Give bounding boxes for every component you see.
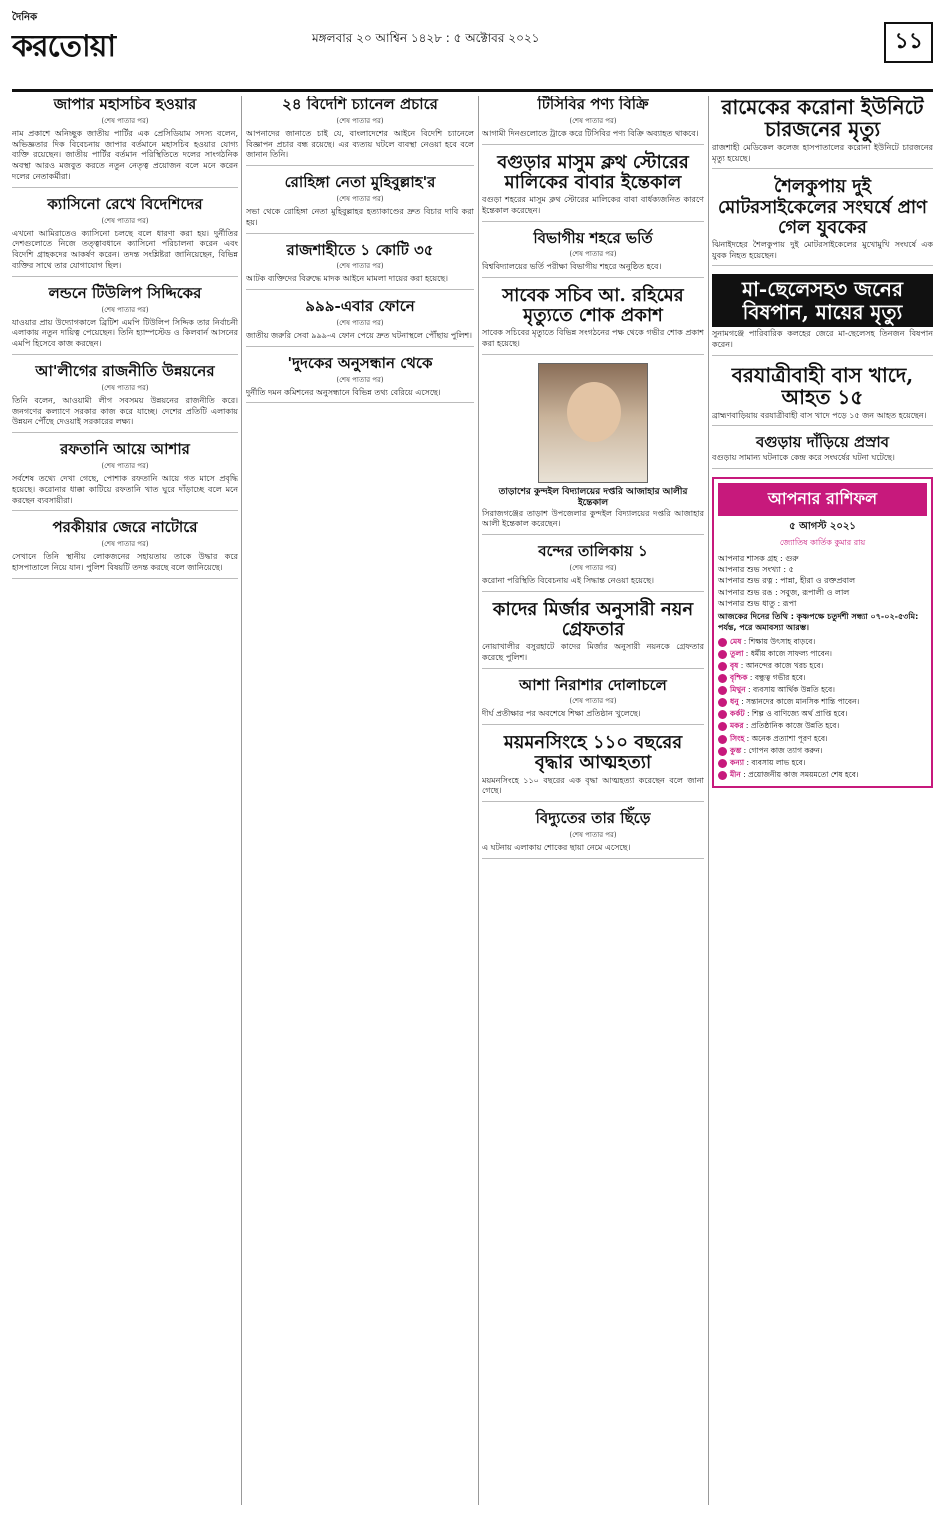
column-1	[12, 96, 238, 1505]
article	[712, 177, 933, 266]
continuation: (শেষ পাতার পর)	[569, 116, 617, 125]
masthead	[12, 6, 933, 92]
body-text: সাবেক সচিবের মৃত্যুতে বিভিন্ন সংগঠনের পক্ষ থেকে গভীর শোক প্রকাশ করা হয়েছে।	[482, 328, 704, 349]
headline: টিসিবির পণ্য বিক্রি	[537, 96, 649, 113]
article	[482, 153, 704, 222]
zodiac-sign-item	[718, 685, 927, 695]
newspaper-logo: করতোয়া	[12, 29, 116, 64]
zodiac-prediction: সন্তানদের কাজে মানসিক শান্তি পাবেন।	[745, 697, 860, 707]
body-text: দুর্নীতি দমন কমিশনের অনুসন্ধানে বিভিন্ন তথ্য বেরিয়ে এসেছে।	[246, 387, 441, 397]
body-text: তিনি বলেন, আওয়ামী লীগ সবসময় উন্নয়নের রাজনীতি করে। জনগণের কল্যাণে সরকার কাজ করে যাচ্ছে। দেশের প্রতিটি এলাকায় উন্নয়ন পৌঁছে দেওয়াই সরকারের লক্ষ্য।	[12, 395, 238, 427]
zodiac-icon	[718, 747, 727, 756]
body-text: যাওয়ার প্রায় উদ্যোগকালে ব্রিটিশ এমপি টিউলিপ সিদ্দিক তার নির্বাচনী এলাকায় নতুন দায়িত্ব পেয়েছেন। তিনি হ্যাম্পস্টেড ও কিলবার্ন আসনের এমপি হিসেবে কাজ করছেন।	[12, 317, 238, 349]
body-text: আগামী দিনগুলোতে ট্রাকে করে টিসিবির পণ্য বিক্রি অব্যাহত থাকবে।	[482, 128, 699, 138]
article	[712, 434, 933, 469]
body-text: সভা থেকে রোহিঙ্গা নেতা মুহিবুল্লাহর হত্যাকাণ্ডের দ্রুত বিচার দাবি করা হয়।	[246, 206, 474, 227]
horoscope-title: আপনার রাশিফল	[718, 483, 927, 516]
continuation: (শেষ পাতার পর)	[336, 116, 384, 125]
headline: বগুড়ায় দাঁড়িয়ে প্রস্রাব	[755, 433, 890, 452]
article	[12, 519, 238, 578]
zodiac-sign-item	[718, 746, 927, 756]
zodiac-prediction: আনন্দের কাজে খরচ হবে।	[745, 660, 824, 670]
body-text: জাতীয় জরুরি সেবা ৯৯৯-এ ফোন পেয়ে দ্রুত ঘটনাস্থলে পৌঁছায় পুলিশ।	[246, 330, 473, 340]
issue-date: মঙ্গলবার ২০ আশ্বিন ১৪২৮ : ৫ অক্টোবর ২০২১	[312, 31, 540, 45]
zodiac-sign-item	[718, 709, 927, 719]
headline: ময়মনসিংহে ১১০ বছরের বৃদ্ধার আত্মহত্যা	[503, 732, 683, 774]
article	[712, 274, 933, 355]
zodiac-sign-item	[718, 649, 927, 659]
body-text: দীর্ঘ প্রতীক্ষার পর অবশেষে শিক্ষা প্রতিষ্ঠান খুলেছে।	[482, 709, 641, 719]
zodiac-icon	[718, 735, 727, 744]
continuation: (শেষ পাতার পর)	[569, 830, 617, 839]
body-text: আপনাদের জানাতে চাই যে, বাংলাদেশের আইনে বিদেশি চ্যানেলে বিজ্ঞাপন প্রচার বন্ধ রয়েছে। এর ব্যত্যয় ঘটলে ব্যবস্থা নেওয়া হবে বলে জানান তিনি।	[246, 128, 474, 160]
article	[246, 298, 474, 347]
body-text: বগুড়ায় সামান্য ঘটনাকে কেন্দ্র করে সংঘর্ষের ঘটনা ঘটেছে।	[712, 453, 895, 463]
article	[482, 286, 704, 355]
body-text: সিরাজগঞ্জের তাড়াশ উপজেলার কুন্দইল বিদ্যালয়ের দপ্তরি আজাহার আলী ইন্তেকাল করেছেন।	[482, 508, 704, 529]
zodiac-name: মকর	[730, 721, 744, 731]
article	[246, 242, 474, 291]
zodiac-text: মীন : প্রয়োজনীয় কাজ সময়মতো শেষ হবে।	[730, 769, 859, 779]
zodiac-name: কর্কট	[730, 709, 745, 719]
headline: বিদ্যুতের তার ছিঁড়ে	[535, 809, 651, 828]
body-text: আটক ব্যক্তিদের বিরুদ্ধে মাদক আইনে মামলা দায়ের করা হয়েছে।	[246, 274, 448, 284]
zodiac-sign-item	[718, 734, 927, 744]
body-text: সর্বশেষ তথ্যে দেখা গেছে, পোশাক রফতানি আয়ে গত মাসে প্রবৃদ্ধি হয়েছে। করোনার ধাক্কা কাটিয়ে রফতানি খাত ঘুরে দাঁড়াচ্ছে বলে মনে করছেন ব্যবসায়ীরা।	[12, 473, 238, 505]
headline: রাজশাহীতে ১ কোটি ৩৫	[286, 240, 434, 259]
article	[482, 230, 704, 279]
body-text: নোয়াখালীর বসুরহাটে কাদের মির্জার অনুসারী নয়নকে গ্রেফতার করেছে পুলিশ।	[482, 642, 704, 662]
zodiac-icon	[718, 638, 727, 647]
headline: রামেকের করোনা ইউনিটে চারজনের মৃত্যু	[721, 96, 924, 142]
zodiac-icon	[718, 698, 727, 707]
body-text: এ ঘটনায় এলাকায় শোকের ছায়া নেমে এসেছে।	[482, 842, 631, 852]
zodiac-text: মিথুন : ব্যবসায় আর্থিক উন্নতি হবে।	[730, 685, 835, 695]
zodiac-name: কুম্ভ	[730, 745, 742, 755]
body-text: ময়মনসিংহে ১১০ বছরের এক বৃদ্ধা আত্মহত্যা করেছেন বলে জানা গেছে।	[482, 775, 704, 796]
continuation: (শেষ পাতার পর)	[101, 461, 149, 470]
continuation: (শেষ পাতার পর)	[336, 375, 384, 384]
zodiac-icon	[718, 771, 727, 780]
zodiac-icon	[718, 650, 727, 659]
body-text: সেখানে তিনি স্থানীয় লোকজনের সহায়তায় তাকে উদ্ধার করে হাসপাতালে নিয়ে যান। পুলিশ বিষয়টি তদন্ত করছে বলে জানিয়েছে।	[12, 552, 238, 572]
continuation: (শেষ পাতার পর)	[101, 116, 149, 125]
zodiac-name: মেষ	[730, 636, 742, 646]
zodiac-prediction: শিল্প ও বাণিজ্যে অর্থ প্রাপ্তি হবে।	[751, 709, 848, 719]
zodiac-icon	[718, 759, 727, 768]
article	[12, 96, 238, 188]
article	[482, 96, 704, 145]
article	[482, 543, 704, 592]
column-4	[712, 96, 933, 1505]
body-text: করোনা পরিস্থিতি বিবেচনায় এই সিদ্ধান্ত নেওয়া হয়েছে।	[482, 575, 654, 585]
continuation: (শেষ পাতার পর)	[569, 563, 617, 572]
article	[482, 600, 704, 669]
article	[482, 677, 704, 726]
body-text: এখনো আমিরাতেও ক্যাসিনো চলছে বলে ধারণা করা হয়। দুর্নীতির দেশগুলোতে নিজে তত্ত্বাবধানে ক্যাসিনো পরিচালনা করেন এবং বিদেশি গ্রাহকদের আকর্ষণ করেন। তদন্ত সংশ্লিষ্টরা জানিয়েছেন, বিভিন্ন ব্যক্তির সাথে তার যোগাযোগ ছিল।	[12, 228, 238, 270]
headline: বরযাত্রীবাহী বাস খাদে, আহত ১৫	[731, 362, 914, 410]
portrait-photo	[538, 363, 648, 483]
headline: ২৪ বিদেশি চ্যানেল প্রচারে	[282, 96, 438, 113]
column-rule	[708, 96, 709, 1505]
headline: রোহিঙ্গা নেতা মুহিবুল্লাহ'র	[284, 173, 436, 192]
zodiac-sign-item	[718, 673, 927, 683]
zodiac-prediction: প্রয়োজনীয় কাজ সময়মতো শেষ হবে।	[748, 769, 859, 779]
headline: শৈলকুপায় দুই মোটরসাইকেলের সংঘর্ষে প্রাণ গেল যুবকের	[717, 176, 928, 238]
headline: 'দুদকের অনুসন্ধান থেকে	[287, 353, 433, 372]
zodiac-sign-item	[718, 721, 927, 731]
zodiac-name: মীন	[730, 769, 741, 779]
continuation: (শেষ পাতার পর)	[336, 194, 384, 203]
article	[246, 174, 474, 233]
info-line: আপনার শুভ রত্ন : পান্না, হীরা ও রক্তপ্রবাল	[718, 576, 856, 586]
continuation: (শেষ পাতার পর)	[101, 540, 149, 549]
zodiac-icon	[718, 686, 727, 695]
article	[482, 733, 704, 802]
zodiac-prediction: প্রতিষ্ঠানিক কাজে উন্নতি হবে।	[750, 721, 840, 731]
article	[246, 96, 474, 166]
continuation: (শেষ পাতার পর)	[101, 383, 149, 392]
article	[482, 810, 704, 859]
zodiac-name: বৃষ	[730, 660, 739, 670]
continuation: (শেষ পাতার পর)	[101, 305, 149, 314]
horoscope-author: জ্যোতিষ কার্তিক কুমার রায়	[779, 537, 866, 547]
article	[246, 355, 474, 404]
horoscope-box	[712, 477, 933, 788]
continuation: (শেষ পাতার পর)	[569, 250, 617, 259]
zodiac-text: কন্যা : ব্যবসায় লাভ হবে।	[730, 757, 806, 767]
info-line: আপনার শাসক গ্রহ : গুরু	[718, 553, 799, 563]
page-number: ১১	[884, 22, 933, 63]
article	[712, 364, 933, 427]
horoscope-info	[718, 553, 927, 609]
headline: পরকীয়ার জেরে নাটোরে	[52, 518, 198, 537]
zodiac-name: বৃশ্চিক	[730, 672, 748, 682]
body-text: ব্রাহ্মণবাড়িয়ায় বরযাত্রীবাহী বাস খাদে পড়ে ১৫ জন আহত হয়েছেন।	[712, 410, 927, 420]
article	[12, 363, 238, 433]
zodiac-name: মিথুন	[730, 685, 746, 695]
zodiac-prediction: গোপন কাজ ত্যাগ করুন।	[748, 745, 823, 755]
zodiac-sign-item	[718, 770, 927, 780]
zodiac-prediction: ব্যবসায় লাভ হবে।	[751, 757, 806, 767]
zodiac-icon	[718, 674, 727, 683]
photo-caption: তাড়াশের কুন্দইল বিদ্যালয়ের দপ্তরি আজাহার আলীর ইন্তেকাল	[498, 487, 688, 508]
column-rule	[241, 96, 242, 1505]
zodiac-text: বৃষ : আনন্দের কাজে খরচ হবে।	[730, 660, 824, 670]
body-text: নাম প্রকাশে অনিচ্ছুক জাতীয় পার্টির এক প্রেসিডিয়াম সদস্য বলেন, অভিজ্ঞতার দিক বিবেচনায় জাপার বর্তমানে মহাসচিব হওয়ার যোগ্য ব্যক্তি রয়েছেন। জাতীয় পার্টির বর্তমান পরিস্থিতিতে দলের সাংগঠনিক অবস্থা আরও মজবুত করতে নতুন নেতৃত্ব প্রয়োজন বলে মনে করেন দলের নেতাকর্মীরা।	[12, 128, 238, 181]
today-tithi: আজকের দিনের তিথি : কৃষ্ণপক্ষে চতুর্দশী সন্ধ্যা ০৭-০২-৫৩মি: পর্যন্ত, পরে অমাবস্যা আরম্ভ।	[718, 611, 919, 632]
headline: রফতানি আয়ে আশার	[60, 440, 190, 459]
info-line: আপনার শুভ রঙ : সবুজ, রূপালী ও লাল	[718, 587, 850, 597]
zodiac-name: ধনু	[730, 697, 739, 707]
body-text: বগুড়া শহরের মাসুম ক্লথ স্টোরের মালিকের বাবা বার্ধক্যজনিত কারণে ইন্তেকাল করেছেন।	[482, 194, 704, 215]
column-2	[246, 96, 474, 1505]
body-text: রাজশাহী মেডিকেল কলেজ হাসপাতালের করোনা ইউনিটে চারজনের মৃত্যু হয়েছে।	[712, 142, 933, 163]
info-line: আপনার শুভ সংখ্যা : ৫	[718, 565, 794, 575]
zodiac-sign-item	[718, 758, 927, 768]
zodiac-text: মকর : প্রতিষ্ঠানিক কাজে উন্নতি হবে।	[730, 721, 840, 731]
body-text: বিশ্ববিদ্যালয়ের ভর্তি পরীক্ষা বিভাগীয় শহরে অনুষ্ঠিত হবে।	[482, 262, 662, 272]
zodiac-text: মেষ : শিক্ষায় উৎসাহ বাড়বে।	[730, 636, 816, 646]
zodiac-text: কুম্ভ : গোপন কাজ ত্যাগ করুন।	[730, 745, 823, 755]
zodiac-prediction: বন্ধুত্ব গভীর হবে।	[754, 672, 806, 682]
continuation: (শেষ পাতার পর)	[336, 318, 384, 327]
article	[12, 196, 238, 277]
article	[712, 96, 933, 169]
logo-small: দৈনিক	[12, 12, 38, 23]
headline: ক্যাসিনো রেখে বিদেশিদের	[47, 194, 203, 213]
zodiac-sign-item	[718, 697, 927, 707]
zodiac-sign-item	[718, 661, 927, 671]
zodiac-sign-item	[718, 637, 927, 647]
article	[482, 363, 704, 535]
headline: আশা নিরাশার দোলাচলে	[519, 675, 667, 694]
continuation: (শেষ পাতার পর)	[569, 697, 617, 706]
zodiac-prediction: ধর্মীয় কাজে সাফল্য পাবেন।	[750, 648, 832, 658]
headline: মা-ছেলেসহ৩ জনের বিষপান, মায়ের মৃত্যু	[712, 274, 933, 327]
zodiac-icon	[718, 722, 727, 731]
headline: কাদের মির্জার অনুসারী নয়ন গ্রেফতার	[492, 598, 694, 640]
headline: বগুড়ার মাসুম ক্লথ স্টোরের মালিকের বাবার ইন্তেকাল	[497, 151, 689, 193]
horoscope-date: ৫ আগস্ট ২০২১	[789, 520, 856, 532]
zodiac-name: কন্যা	[730, 757, 745, 767]
headline: লন্ডনে টিউলিপ সিদ্দিকের	[48, 283, 202, 302]
zodiac-text: তুলা : ধর্মীয় কাজে সাফল্য পাবেন।	[730, 648, 832, 658]
column-3	[482, 96, 704, 1505]
zodiac-prediction: অনেক প্রত্যাশা পূরণ হবে।	[751, 733, 828, 743]
zodiac-text: বৃশ্চিক : বন্ধুত্ব গভীর হবে।	[730, 672, 806, 682]
article	[12, 441, 238, 511]
headline: বন্দের তালিকায় ১	[538, 542, 648, 561]
headline: ৯৯৯-এবার ফোনে	[305, 297, 415, 316]
zodiac-prediction: ব্যবসায় আর্থিক উন্নতি হবে।	[752, 685, 835, 695]
body-text: সুনামগঞ্জে পারিবারিক কলহের জেরে মা-ছেলেসহ তিনজন বিষপান করেন।	[712, 329, 933, 350]
headline: সাবেক সচিব আ. রহিমের মৃত্যুতে শোক প্রকাশ	[502, 285, 684, 327]
info-line: আপনার শুভ ধাতু : রূপা	[718, 598, 797, 608]
sign-list	[718, 637, 927, 781]
zodiac-text: কর্কট : শিল্প ও বাণিজ্যে অর্থ প্রাপ্তি হবে।	[730, 709, 848, 719]
zodiac-prediction: শিক্ষায় উৎসাহ বাড়বে।	[748, 636, 816, 646]
zodiac-text: ধনু : সন্তানদের কাজে মানসিক শান্তি পাবেন।	[730, 697, 860, 707]
continuation: (শেষ পাতার পর)	[336, 262, 384, 271]
article	[12, 285, 238, 355]
headline: বিভাগীয় শহরে ভর্তি	[533, 228, 653, 247]
headline: আ'লীগের রাজনীতি উন্নয়নের	[35, 361, 215, 380]
zodiac-name: তুলা	[730, 648, 744, 658]
zodiac-name: সিংহ	[730, 733, 745, 743]
headline: জাপার মহাসচিব হওয়ার	[53, 96, 197, 113]
continuation: (শেষ পাতার পর)	[101, 216, 149, 225]
zodiac-icon	[718, 662, 727, 671]
column-rule	[478, 96, 479, 1505]
zodiac-text: সিংহ : অনেক প্রত্যাশা পূরণ হবে।	[730, 733, 828, 743]
zodiac-icon	[718, 710, 727, 719]
body-text: ঝিনাইদহের শৈলকুপায় দুই মোটরসাইকেলের মুখোমুখি সংঘর্ষে এক যুবক নিহত হয়েছেন।	[712, 239, 933, 260]
